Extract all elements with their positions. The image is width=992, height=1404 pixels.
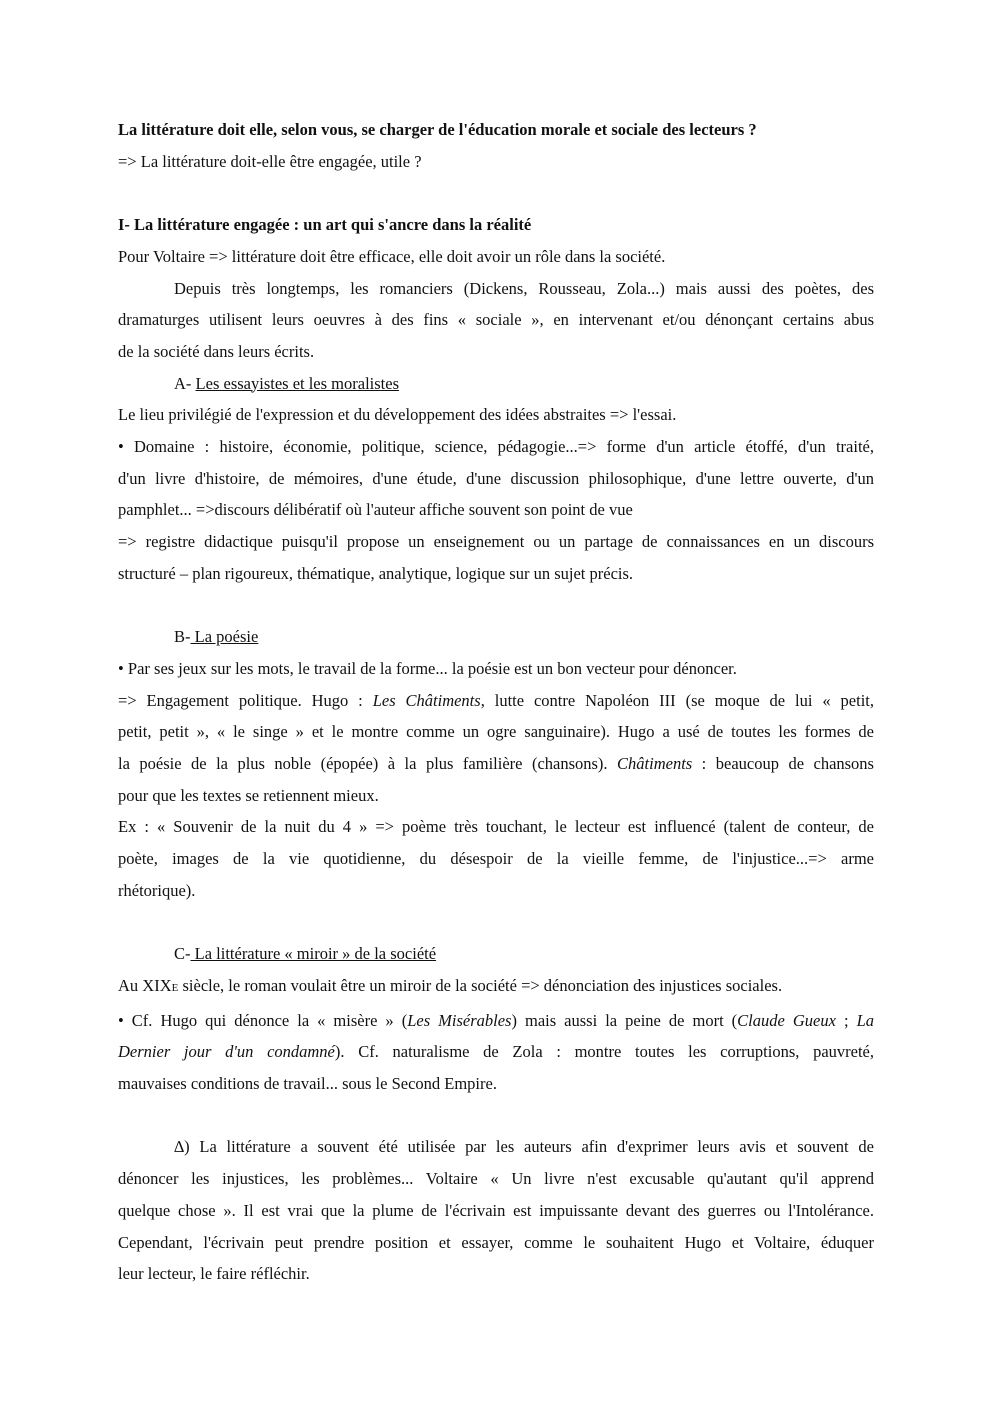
conclusion-line: leur lecteur, le faire réfléchir. (118, 1264, 310, 1284)
section-b-line: • Par ses jeux sur les mots, le travail de la forme... la poésie est un bon vecteur pour dénoncer. (118, 658, 737, 678)
section-a-line: structuré – plan rigoureux, thématique, analytique, logique sur un sujet précis. (118, 563, 634, 583)
work-title: Châtiments (617, 754, 693, 774)
conclusion-line: quelque chose ». Il est vrai que la plume de l'écrivain est impuissante devant des guerres ou l'Intolérance. (118, 1200, 874, 1220)
text-run: siècle, le roman voulait être un miroir de la société => dénonciation des injustices sociales. (178, 975, 783, 995)
section-a-heading (118, 368, 874, 400)
work-title: La (856, 1010, 874, 1030)
part1-intro-line: Depuis très longtemps, les romanciers (Dickens, Rousseau, Zola...) mais aussi des poètes, des (174, 278, 874, 298)
section-a-line: pamphlet... =>discours délibératif où l'auteur affiche souvent son point de vue (118, 500, 633, 520)
part1-heading: I- La littérature engagée : un art qui s'ancre dans la réalité (118, 215, 532, 235)
work-title: Les Misérables (407, 1010, 512, 1030)
text-run: ; (835, 1010, 857, 1030)
conclusion-line: ∆) La littérature a souvent été utilisée par les auteurs afin d'exprimer leurs avis et souvent de (174, 1137, 874, 1157)
question-reformulation: => La littérature doit-elle être engagée, utile ? (118, 151, 422, 171)
section-c-heading (118, 938, 874, 970)
section-a-line: Le lieu privilégié de l'expression et du développement des idées abstraites => l'essai. (118, 405, 677, 425)
spacer (118, 1100, 874, 1132)
section-b-line: petit, petit », « le singe » et le montre comme un ogre sanguinaire). Hugo a usé de toutes les formes de (118, 722, 874, 742)
text-run: ) mais aussi la peine de mort ( (511, 1010, 738, 1030)
work-title: Les Châtiments (372, 690, 481, 710)
section-b-line: pour que les textes se retiennent mieux. (118, 785, 379, 805)
section-a-title: Les essayistes et les moralistes (195, 373, 400, 393)
section-a-line: d'un livre d'histoire, de mémoires, d'une étude, d'une discussion philosophique, d'une lettre ouverte, d'un (118, 468, 874, 488)
section-a-line: => registre didactique puisqu'il propose un enseignement ou un partage de connaissances en un discours (118, 532, 874, 552)
spacer (118, 177, 874, 209)
section-c-label: C- (174, 944, 191, 964)
section-c-line (118, 1005, 874, 1037)
small-caps-e: E (171, 981, 179, 994)
text-run: Au XIX (118, 975, 172, 995)
text-run: ). Cf. naturalisme de Zola : montre toutes les corruptions, pauvreté, (334, 1042, 874, 1062)
work-title: Dernier jour d'un condamné (118, 1042, 335, 1062)
spacer (118, 590, 874, 622)
section-a-label: A- (174, 373, 196, 393)
section-b-heading (118, 621, 874, 653)
part1-intro-line: de la société dans leurs écrits. (118, 341, 315, 361)
section-b-line: rhétorique). (118, 880, 196, 900)
text-run: : beaucoup de chansons (692, 754, 874, 774)
section-b-line: Ex : « Souvenir de la nuit du 4 » => poème très touchant, le lecteur est influencé (talent de conteur, de (118, 817, 874, 837)
section-a-line: • Domaine : histoire, économie, politique, science, pédagogie...=> forme d'un article étoffé, d'un traité, (118, 437, 874, 457)
conclusion-line: Cependant, l'écrivain peut prendre position et essayer, comme le souhaitent Hugo et Voltaire, éduquer (118, 1232, 874, 1252)
text-run: , lutte contre Napoléon III (se moque de lui « petit, (480, 690, 874, 710)
part1-intro-line: dramaturges utilisent leurs oeuvres à des fins « sociale », en intervenant et/ou dénonçant certains abus (118, 310, 874, 330)
section-b-title: La poésie (190, 627, 259, 647)
section-c-line (118, 1036, 874, 1068)
spacer (118, 907, 874, 939)
section-b-label: B- (174, 627, 191, 647)
work-title: Claude Gueux (737, 1010, 836, 1030)
text-run: • Cf. Hugo qui dénonce la « misère » ( (118, 1010, 408, 1030)
section-b-line: poète, images de la vie quotidienne, du désespoir de la vieille femme, de l'injustice...=> arme (118, 849, 874, 869)
section-c-line (118, 970, 874, 1005)
section-b-line (118, 685, 874, 717)
section-b-line (118, 748, 874, 780)
section-c-line: mauvaises conditions de travail... sous le Second Empire. (118, 1074, 497, 1094)
section-c-title: La littérature « miroir » de la société (190, 944, 437, 964)
question-title: La littérature doit elle, selon vous, se charger de l'éducation morale et sociale des lecteurs ? (118, 120, 757, 139)
text-run: => Engagement politique. Hugo : (118, 690, 373, 710)
part1-voltaire-line: Pour Voltaire => littérature doit être efficace, elle doit avoir un rôle dans la société. (118, 246, 666, 266)
conclusion-line: dénoncer les injustices, les problèmes... Voltaire « Un livre n'est excusable qu'autant qu'il apprend (118, 1169, 874, 1189)
text-run: la poésie de la plus noble (épopée) à la plus familière (chansons). (118, 754, 618, 774)
